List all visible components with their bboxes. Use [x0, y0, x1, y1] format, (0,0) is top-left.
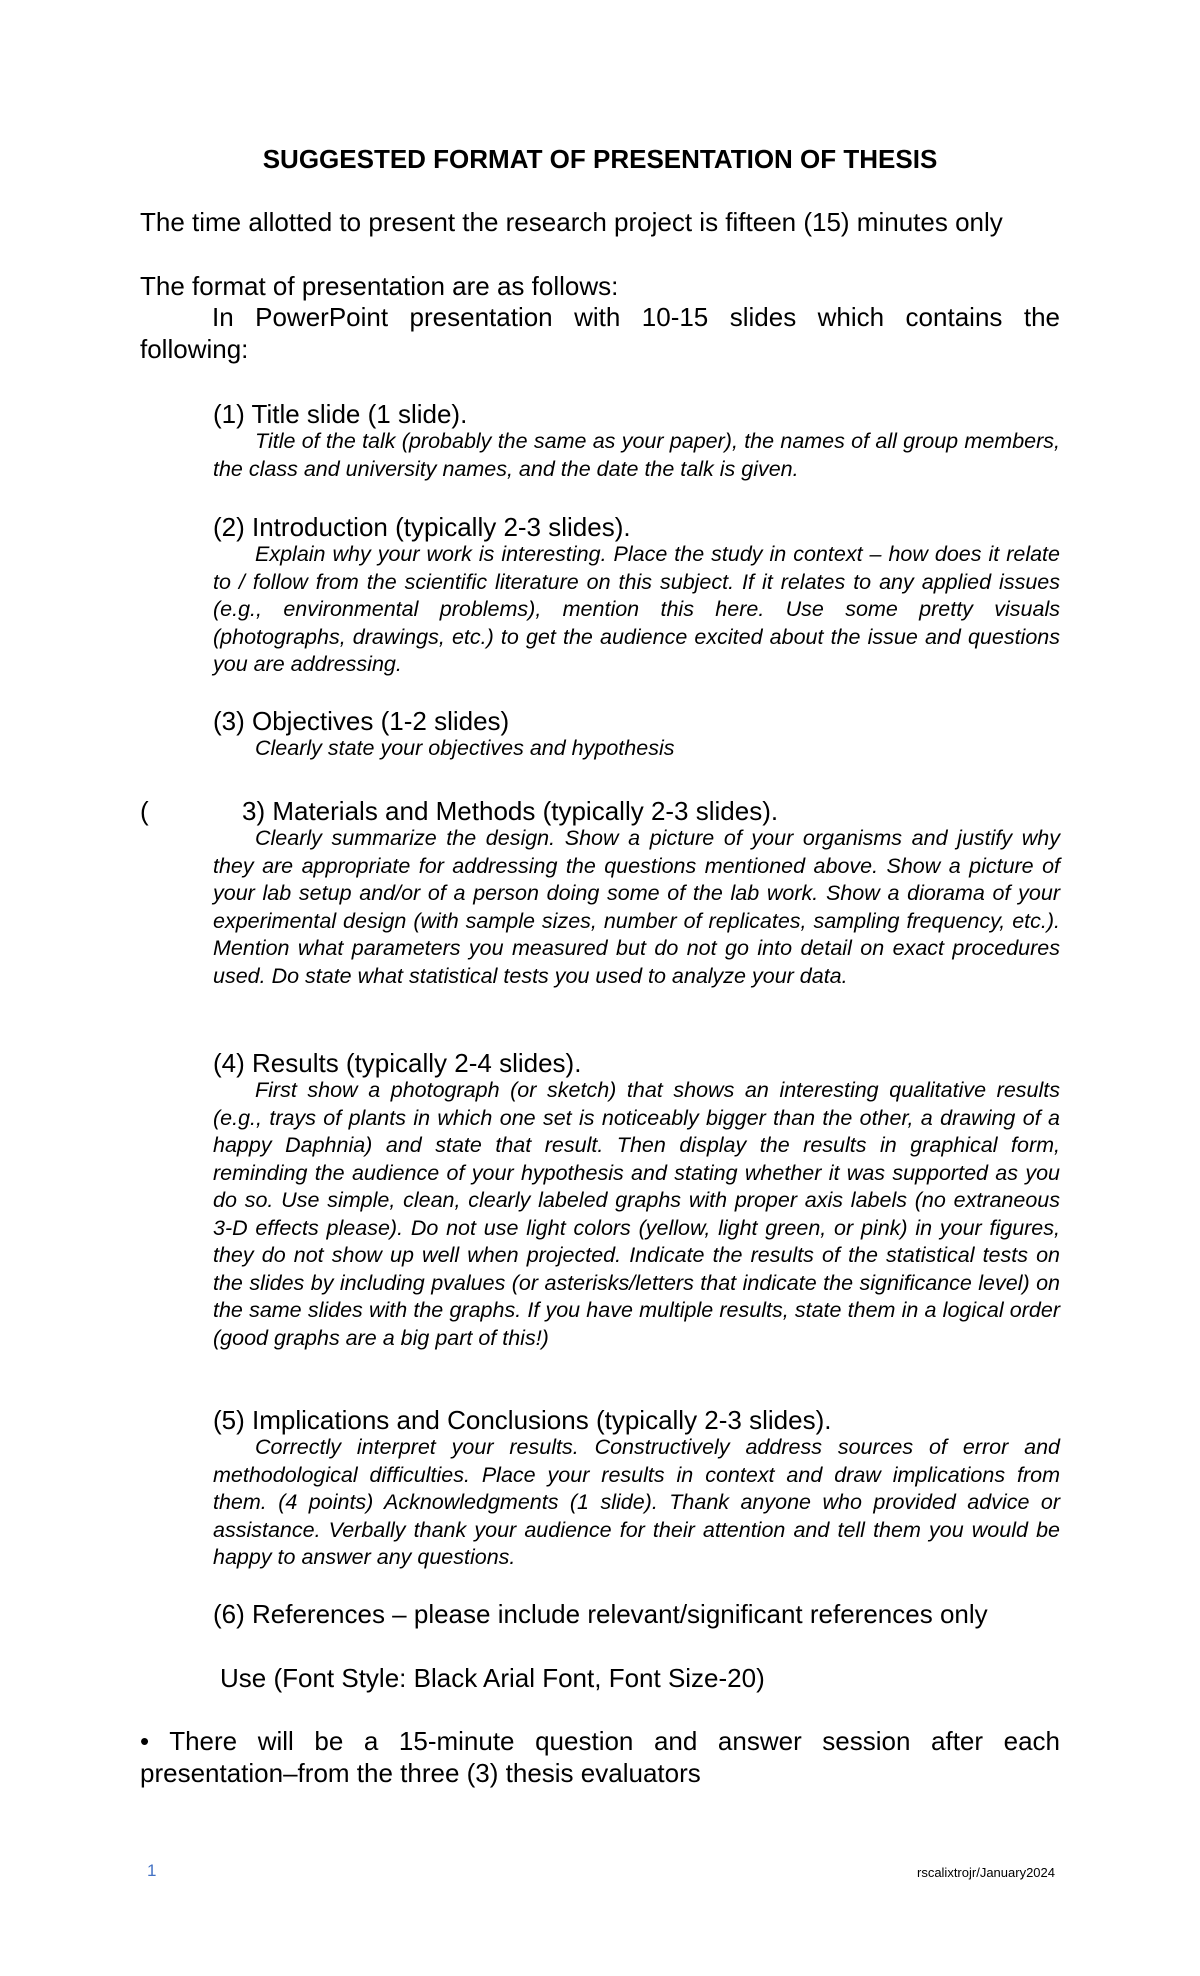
footer-author-date: rscalixtrojr/January2024 — [916, 1865, 1055, 1880]
section-description-objectives: Clearly state your objectives and hypothesis — [255, 736, 675, 760]
format-detail: In PowerPoint presentation with 10-15 slides which contains the following: — [140, 302, 1060, 364]
format-intro: The format of presentation are as follows: — [140, 271, 619, 301]
section-description-title-slide: Title of the talk (probably the same as your paper), the names of all group members, the class and university names, and the date the talk is given. — [213, 429, 1060, 481]
stray-parenthesis: ( — [140, 796, 149, 826]
section-heading-results: (4) Results (typically 2-4 slides). — [213, 1048, 582, 1078]
section-heading-introduction: (2) Introduction (typically 2-3 slides). — [213, 512, 631, 542]
section-description-materials-methods: Clearly summarize the design. Show a picture of your organisms and justify why they are appropriate for addressing the questions mentioned above. Show a picture of your lab setup and/or of a person doing some of the lab work. Show a diorama of your experimental design (with sample sizes, number of replicates, sampling frequency, etc.). Mention what parameters you measured but do not go into detail on exact procedures used. Do state what statistical tests you used to analyze your data. — [213, 826, 1060, 988]
font-note: Use (Font Style: Black Arial Font, Font Size-20) — [220, 1663, 765, 1693]
qa-note: • There will be a 15-minute question and answer session after each presentation–from the three (3) thesis evaluators — [140, 1726, 1060, 1788]
section-description-introduction: Explain why your work is interesting. Place the study in context – how does it relate to / follow from the scientific literature on this subject. If it relates to any applied issues (e.g., environmental problems), mention this here. Use some pretty visuals (photographs, drawings, etc.) to get the audience excited about the issue and questions you are addressing. — [213, 542, 1060, 676]
document-title: SUGGESTED FORMAT OF PRESENTATION OF THESIS — [262, 144, 938, 174]
section-heading-objectives: (3) Objectives (1-2 slides) — [213, 706, 510, 736]
section-heading-references: (6) References – please include relevant/significant references only — [213, 1599, 988, 1629]
page-number: 1 — [147, 1861, 157, 1880]
section-heading-implications: (5) Implications and Conclusions (typically 2-3 slides). — [213, 1405, 832, 1435]
section-description-results: First show a photograph (or sketch) that shows an interesting qualitative results (e.g., trays of plants in which one set is noticeably bigger than the other, a drawing of a happy Daphnia) and state that result. Then display the results in graphical form, reminding the audience of your hypothesis and stating whether it was supported as you do so. Use simple, clean, clearly labeled graphs with proper axis labels (no extraneous 3-D effects please). Do not use light colors (yellow, light green, or pink) in your figures, they do not show up well when projected. Indicate the results of the statistical tests on the slides by including pvalues (or asterisks/letters that indicate the significance level) on the same slides with the graphs. If you have multiple results, state them in a logical order (good graphs are a big part of this!) — [213, 1078, 1060, 1350]
section-description-implications: Correctly interpret your results. Constructively address sources of error and methodological difficulties. Place your results in context and draw implications from them. (4 points) Acknowledgments (1 slide). Thank anyone who provided advice or assistance. Verbally thank your audience for their attention and tell them you would be happy to answer any questions. — [213, 1435, 1060, 1569]
section-heading-title-slide: (1) Title slide (1 slide). — [213, 399, 468, 429]
section-heading-materials-methods: 3) Materials and Methods (typically 2-3 slides). — [242, 796, 779, 826]
time-note: The time allotted to present the research project is fifteen (15) minutes only — [140, 207, 1003, 237]
